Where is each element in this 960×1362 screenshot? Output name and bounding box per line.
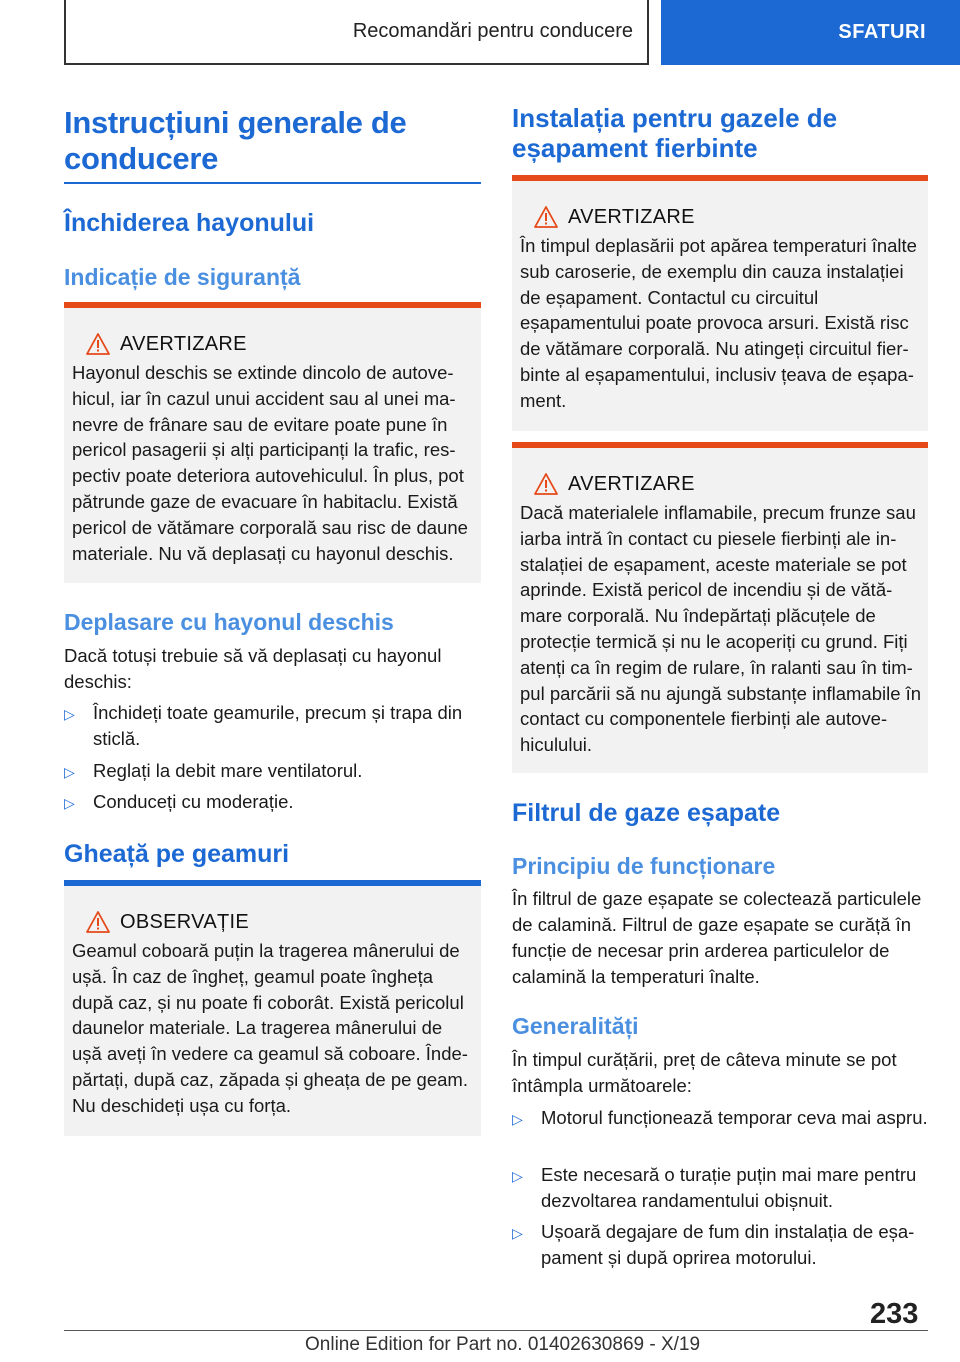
title-rule-left <box>64 182 481 184</box>
header-section-label <box>64 0 649 65</box>
heading-filter: Filtrul de gaze eșapate <box>512 799 781 827</box>
warning-triangle-icon <box>526 206 566 228</box>
heading-ice: Gheață pe geamuri <box>64 840 290 868</box>
list-item: ▷ Reglați la debit mare ventilatorul. <box>64 758 481 785</box>
general-intro: În timpul curățării, preț de câteva minute se pot întâmpla următoarele: <box>512 1049 897 1096</box>
warning-text: Hayonul deschis se extinde dincolo de autovehicul, iar în cazul unui accident sau al unei manevre de frânare sau de evitare poate pune în pericol pasagerii și alți participanți la trafic, respectiv poate deteriora autovehiculul. În plus, pot pătrunde gaze de evacuare în habitaclu. Există pericol de vătămare corporală sau risc de daune materiale. Nu vă deplasați cu hayonul deschis. <box>72 362 468 564</box>
warning-triangle-icon <box>78 333 118 355</box>
warning-text: În timpul deplasării pot apărea temperaturi înalte sub caroserie, de exemplu din cauza instalației de eșapament. Contactul cu circuitul eșapamentului poate provoca arsuri. Există risc de vătămare corporală. Nu atingeți circuitul fierbinte al eșapamentului, inclusiv țeava de eșapament. <box>520 235 917 411</box>
warning-box-flammable <box>512 442 928 773</box>
driving-intro: Dacă totuși trebuie să vă deplasați cu hayonul deschis: <box>64 645 442 692</box>
heading-tailgate: Închiderea hayonului <box>64 209 315 237</box>
note-header <box>72 908 475 936</box>
triangle-bullet-icon: ▷ <box>512 1225 523 1241</box>
footer-edition: Online Edition for Part no. 01402630869 - X/19 <box>305 1334 701 1355</box>
heading-principle: Principiu de funcționare <box>512 853 776 879</box>
list-item: ▷ Închideți toate geamurile, precum și trapa din sticlă. <box>64 700 481 752</box>
warning-label: AVERTIZARE <box>568 205 695 228</box>
heading-general: Generalități <box>512 1013 639 1039</box>
page-number: 233 <box>870 1298 919 1330</box>
heading-driving-open: Deplasare cu hayonul deschis <box>64 609 394 635</box>
triangle-bullet-icon: ▷ <box>64 706 75 722</box>
triangle-bullet-icon: ▷ <box>64 764 75 780</box>
header-tab <box>661 0 960 65</box>
page-title-left: Instrucțiuni generale de conducere <box>64 105 407 176</box>
page-title-right: Instalația pentru gazele de eșapament fierbinte <box>512 103 838 163</box>
list-item: ▷ Motorul funcționează temporar ceva mai aspru. <box>512 1105 928 1132</box>
warning-label: AVERTIZARE <box>568 472 695 495</box>
triangle-bullet-icon: ▷ <box>512 1168 523 1184</box>
warning-triangle-icon <box>78 911 118 933</box>
note-label: OBSERVAȚIE <box>120 910 249 933</box>
warning-triangle-icon <box>526 473 566 495</box>
list-item: ▷ Este necesară o turație puțin mai mare pentru dezvoltarea randamentului obișnuit. <box>512 1162 928 1214</box>
warning-box-exhaust <box>512 175 928 431</box>
warning-header <box>72 330 475 358</box>
note-box-ice <box>64 880 481 1136</box>
principle-text: În filtrul de gaze eșapate se colectează particulele de calamină. Filtrul de gaze eșapate se curăță în funcție de necesar prin arderea particulelor de calamină la temperaturi înalte. <box>512 888 922 987</box>
footer-rule <box>64 1330 928 1331</box>
triangle-bullet-icon: ▷ <box>64 795 75 811</box>
header-tab-text: SFATURI <box>838 21 926 43</box>
list-item: ▷ Conduceți cu moderație. <box>64 789 481 816</box>
heading-safety: Indicație de siguranță <box>64 264 301 290</box>
warning-label: AVERTIZARE <box>120 332 247 355</box>
list-item: ▷ Ușoară degajare de fum din instalația de eșapament și după oprirea motorului. <box>512 1219 928 1271</box>
warning-header <box>520 203 922 231</box>
warning-header <box>520 470 922 498</box>
triangle-bullet-icon: ▷ <box>512 1111 523 1127</box>
warning-text: Dacă materialele inflamabile, precum frunze sau iarba intră în contact cu piesele fierbinți ale instalației de eșapament, aceste materiale se pot aprinde. Există pericol de incendiu și de vătămare corporală. Nu îndepărtați plăcuțele de protecție termică și nu le acoperiți cu grund. Fiți atenți ca în regim de rulare, în ralanti sau în timpul parcării să nu ajungă substanțe inflamabile în contact cu componentele fierbinți ale autovehiculului. <box>520 502 922 756</box>
header-section-text: Recomandări pentru conducere <box>352 20 633 42</box>
note-text: Geamul coboară puțin la tragerea mânerului de ușă. În caz de îngheț, geamul poate îngheța după caz, și nu poate fi coborât. Există pericolul daunelor materiale. La tragerea mânerului de ușă aveți în vedere ca geamul să coboare. Îndepărtați, după caz, zăpada și gheața de pe geam. Nu deschideți ușa cu forța. <box>72 940 468 1116</box>
warning-box-tailgate <box>64 302 481 583</box>
